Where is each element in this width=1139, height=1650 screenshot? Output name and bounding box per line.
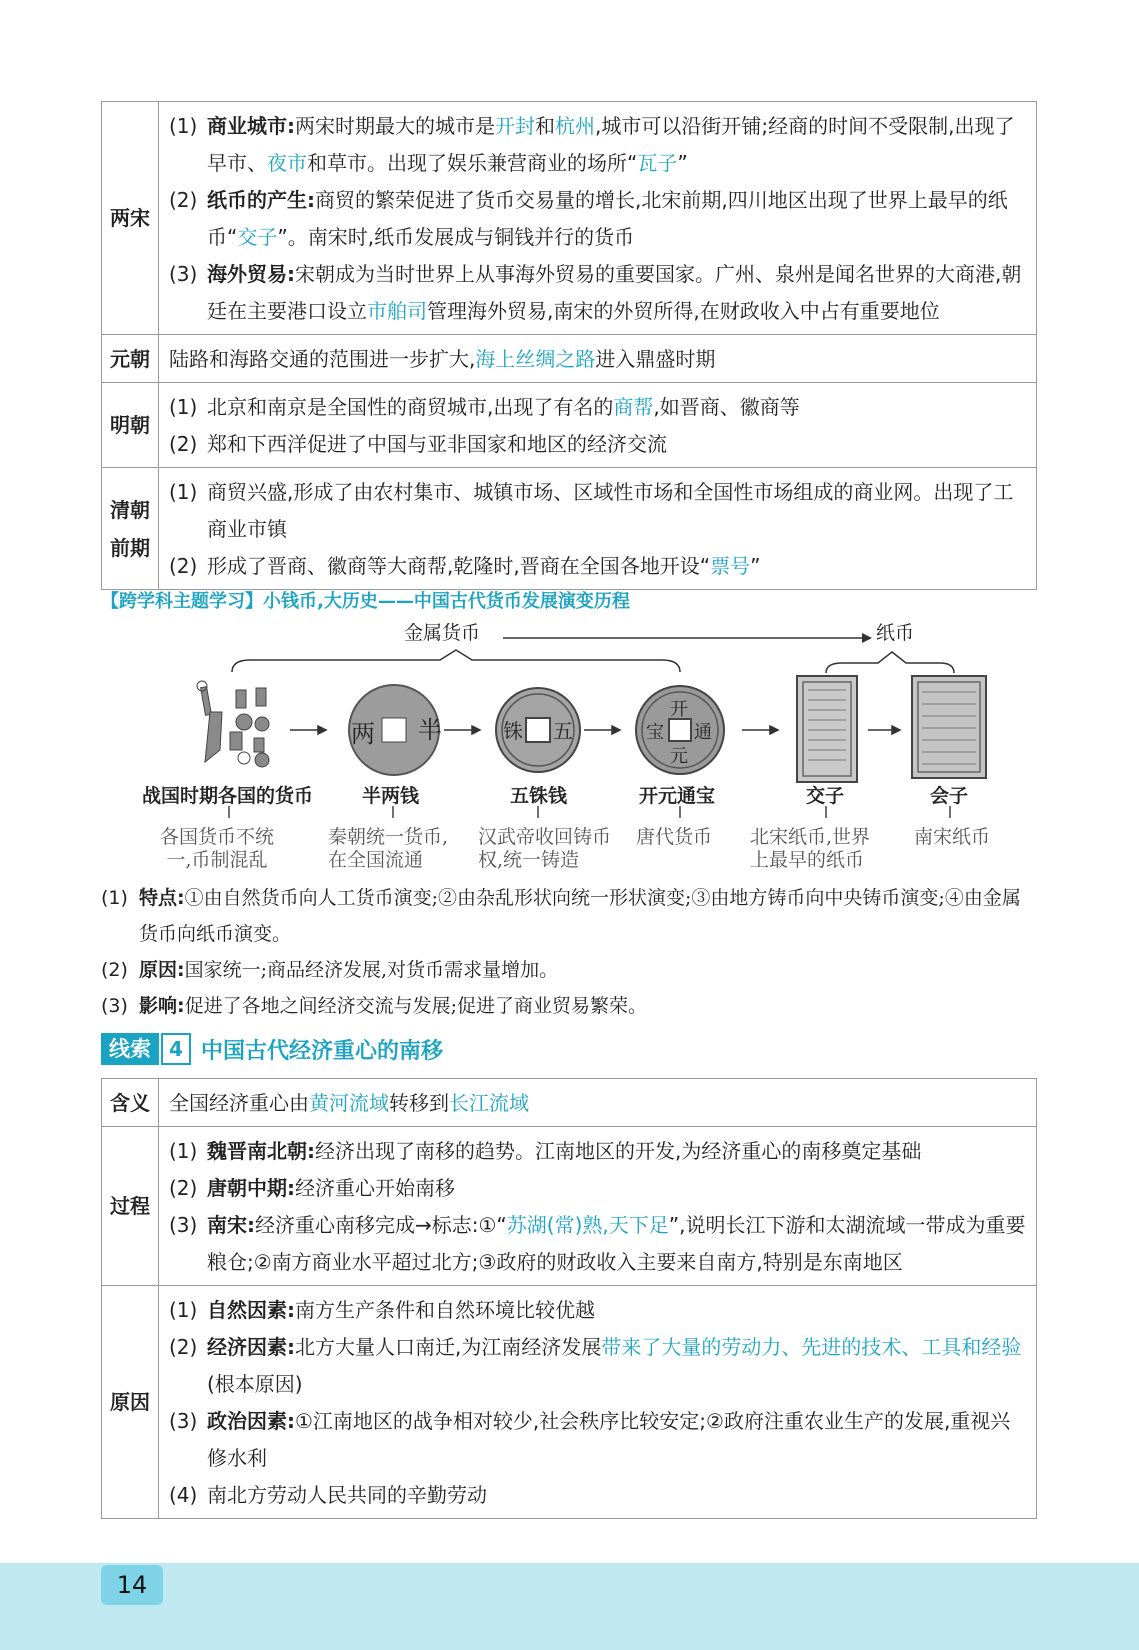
metal-currency-label: 金属货币 xyxy=(404,623,481,644)
coin-desc-wuzhu: 汉武帝收回铸币 权,统一铸造 xyxy=(478,826,612,871)
cross-subject-title: 【跨学科主题学习】小钱币,大历史——中国古代货币发展演变历程 xyxy=(101,591,630,612)
row-header: 含义 xyxy=(102,1079,159,1127)
list-item: (2) 经济因素:北方大量人口南迁,为江南经济发展带来了大量的劳动力、先进的技术、工具和经验(根本原因) xyxy=(169,1335,1022,1396)
coin-label-jiaozi: 交子 xyxy=(806,785,845,807)
warring-states-money-icon xyxy=(197,681,269,767)
table-row xyxy=(102,1286,1037,1519)
row-header: 两宋 xyxy=(102,102,159,335)
table-row xyxy=(102,1127,1037,1286)
economic-center-table xyxy=(101,1078,1037,1519)
coin-desc-huizi: 南宋纸币 xyxy=(914,826,991,848)
row-content xyxy=(159,335,1037,383)
currency-point-features: (1) 特点:①由自然货币向人工货币演变;②由杂乱形状向统一形状演变;③由地方铸币向中央铸币演变;④由金属货币向纸币演变。 xyxy=(101,887,1021,945)
coin-label-huizi: 会子 xyxy=(930,785,969,807)
list-item: (3) 南宋:经济重心南移完成→标志:①“苏湖(常)熟,天下足”,说明长江下游和太湖流域一带成为重要粮仓;②南方商业水平超过北方;③政府的财政收入主要来自南方,特别是东南地区 xyxy=(169,1213,1026,1274)
row-content xyxy=(159,1127,1037,1286)
banliang-coin-icon xyxy=(349,685,442,775)
table-row xyxy=(102,1079,1037,1127)
kaiyuan-glyph-1: 开 xyxy=(670,699,688,720)
coin-label-wuzhu: 五铢钱 xyxy=(510,785,568,807)
jiaozi-note-icon xyxy=(797,676,857,782)
clue-number: 4 xyxy=(161,1033,191,1065)
banliang-glyph-1: 半 xyxy=(418,716,442,744)
clue-title: 中国古代经济重心的南移 xyxy=(201,1038,444,1064)
list-item: (1) 商业城市:两宋时期最大的城市是开封和杭州,城市可以沿街开铺;经商的时间不受限制,出现了早市、夜市和草市。出现了娱乐兼营商业的场所“瓦子” xyxy=(169,114,1015,175)
clue-badge: 线索 xyxy=(101,1033,159,1065)
coin-desc-kaiyuan: 唐代货币 xyxy=(636,826,713,848)
list-item: (1) 北京和南京是全国性的商贸城市,出现了有名的商帮,如晋商、徽商等 xyxy=(169,395,800,419)
table-row xyxy=(102,335,1037,383)
list-item: (3) 政治因素:①江南地区的战争相对较少,社会秩序比较安定;②政府注重农业生产的发展,重视兴修水利 xyxy=(169,1409,1011,1470)
coin-label-banliang: 半两钱 xyxy=(362,785,420,807)
wuzhu-coin-icon xyxy=(496,688,580,772)
row-header: 过程 xyxy=(102,1127,159,1286)
row-header: 原因 xyxy=(102,1286,159,1519)
row-header: 元朝 xyxy=(102,335,159,383)
currency-point-causes: (2) 原因:国家统一;商品经济发展,对货币需求量增加。 xyxy=(101,959,559,981)
currency-point-effects: (3) 影响:促进了各地之间经济交流与发展;促进了商业贸易繁荣。 xyxy=(101,995,648,1017)
row-header: 清朝 前期 xyxy=(102,468,159,590)
paper-currency-label: 纸币 xyxy=(876,623,915,644)
kaiyuan-glyph-2: 元 xyxy=(670,746,688,767)
wuzhu-glyph-1: 五 xyxy=(553,719,573,743)
coin-desc-jiaozi: 北宋纸币,世界 上最早的纸币 xyxy=(750,826,871,871)
coin-label-kaiyuan: 开元通宝 xyxy=(639,785,716,807)
page-footer-band xyxy=(0,1563,1139,1650)
wuzhu-glyph-2: 铢 xyxy=(503,719,523,743)
row-content xyxy=(159,383,1037,468)
currency-evolution-diagram xyxy=(0,620,1139,850)
coin-desc-warring-states: 各国货币不统 一,币制混乱 xyxy=(160,826,275,871)
page-number: 14 xyxy=(101,1565,163,1605)
list-item: (2) 形成了晋商、徽商等大商帮,乾隆时,晋商在全国各地开设“票号” xyxy=(169,554,761,578)
list-item: 全国经济重心由黄河流域转移到长江流域 xyxy=(169,1091,529,1115)
list-item: (3) 海外贸易:宋朝成为当时世界上从事海外贸易的重要国家。广州、泉州是闻名世界的大商港,朝廷在主要港口设立市舶司管理海外贸易,南宋的外贸所得,在财政收入中占有重要地位 xyxy=(169,262,1022,323)
list-item: (2) 唐朝中期:经济重心开始南移 xyxy=(169,1176,455,1200)
list-item: (2) 郑和下西洋促进了中国与亚非国家和地区的经济交流 xyxy=(169,432,667,456)
list-item: (1) 魏晋南北朝:经济出现了南移的趋势。江南地区的开发,为经济重心的南移奠定基础 xyxy=(169,1139,922,1163)
row-header: 明朝 xyxy=(102,383,159,468)
dynasty-commerce-table xyxy=(101,101,1037,590)
row-content xyxy=(159,1286,1037,1519)
coin-label-warring-states: 战国时期各国的货币 xyxy=(142,785,314,807)
list-item: (2) 纸币的产生:商贸的繁荣促进了货币交易量的增长,北宋前期,四川地区出现了世界上最早的纸币“交子”。南宋时,纸币发展成与铜钱并行的货币 xyxy=(169,188,1008,249)
kaiyuan-glyph-4: 宝 xyxy=(646,722,664,743)
coin-desc-banliang: 秦朝统一货币, 在全国流通 xyxy=(328,826,449,871)
list-item: (1) 自然因素:南方生产条件和自然环境比较优越 xyxy=(169,1298,595,1322)
table-row xyxy=(102,468,1037,590)
list-item: 陆路和海路交通的范围进一步扩大,海上丝绸之路进入鼎盛时期 xyxy=(169,347,716,371)
row-content xyxy=(159,102,1037,335)
list-item: (4) 南北方劳动人民共同的辛勤劳动 xyxy=(169,1483,487,1507)
huizi-note-icon xyxy=(912,676,986,778)
list-item: (1) 商贸兴盛,形成了由农村集市、城镇市场、区域性市场和全国性市场组成的商业网。出现了工商业市镇 xyxy=(169,480,1014,541)
clue-heading xyxy=(101,1033,443,1065)
row-content xyxy=(159,468,1037,590)
kaiyuan-glyph-3: 通 xyxy=(694,722,712,743)
banliang-glyph-2: 两 xyxy=(351,720,375,748)
table-row xyxy=(102,383,1037,468)
table-row xyxy=(102,102,1037,335)
row-content xyxy=(159,1079,1037,1127)
kaiyuan-coin-icon xyxy=(636,686,724,774)
